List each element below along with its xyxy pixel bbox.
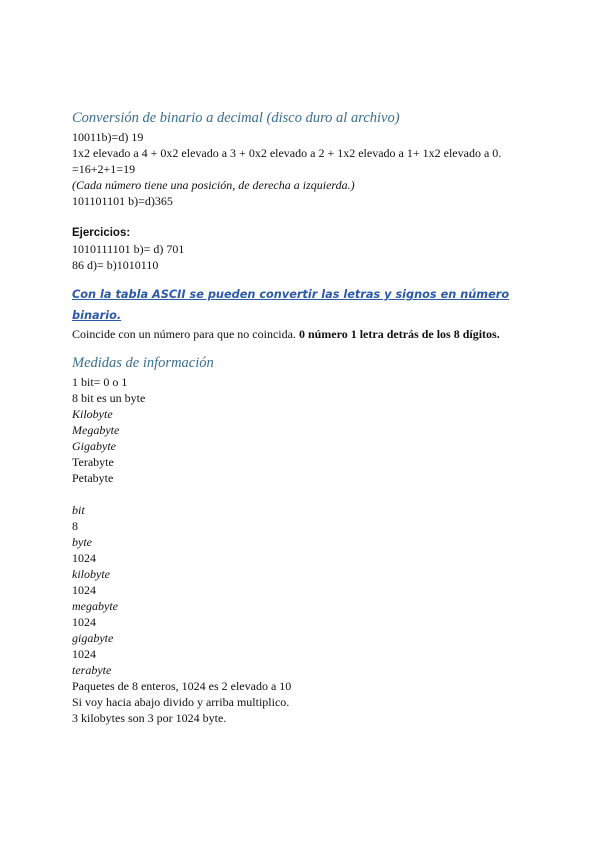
exercise-line: 1010111101 b)= d) 701 — [72, 242, 185, 256]
measures-list — [72, 374, 532, 486]
text-line: 101101101 b)=d)365 — [72, 194, 173, 208]
closing-line: Paquetes de 8 enteros, 1024 es 2 elevado a 10 — [72, 679, 292, 693]
unit-name: byte — [72, 535, 92, 549]
measure-item: Gigabyte — [72, 439, 116, 453]
exercises-heading: Ejercicios: — [72, 227, 131, 239]
unit-name: terabyte — [72, 663, 112, 677]
measure-item: 8 bit es un byte — [72, 391, 146, 405]
ascii-bold-text: 0 número 1 letra detrás de los 8 dígitos. — [298, 327, 500, 341]
exercise-line: 86 d)= b)1010110 — [72, 258, 159, 272]
text-line: =16+2+1=19 — [72, 162, 136, 176]
closing-line: Si voy hacia abajo divido y arriba multiplico. — [72, 695, 290, 709]
units-table — [72, 502, 532, 678]
measure-item: Petabyte — [72, 471, 114, 485]
unit-name: bit — [72, 503, 85, 517]
unit-name: megabyte — [72, 599, 118, 613]
text-line: 1x2 elevado a 4 + 0x2 elevado a 3 + 0x2 elevado a 2 + 1x2 elevado a 1+ 1x2 elevado a 0. — [72, 146, 502, 160]
unit-name: gigabyte — [72, 631, 114, 645]
measure-item: Terabyte — [72, 455, 114, 469]
unit-value: 1024 — [72, 647, 96, 661]
text-line: 10011b)=d) 19 — [72, 130, 144, 144]
unit-value: 1024 — [72, 583, 96, 597]
document-page — [72, 108, 532, 726]
closing-line: 3 kilobytes son 3 por 1024 byte. — [72, 711, 227, 725]
section-title-binary: Conversión de binario a decimal (disco duro al archivo) — [72, 110, 400, 126]
measure-item: 1 bit= 0 o 1 — [72, 375, 128, 389]
measure-item: Megabyte — [72, 423, 120, 437]
unit-value: 1024 — [72, 615, 96, 629]
unit-value: 8 — [72, 519, 78, 533]
unit-value: 1024 — [72, 551, 96, 565]
unit-name: kilobyte — [72, 567, 110, 581]
ascii-text-line — [72, 326, 532, 342]
ascii-text: Coincide con un número para que no coincida. — [72, 327, 296, 341]
note-line: (Cada número tiene una posición, de derecha a izquierda.) — [72, 178, 355, 192]
ascii-link[interactable]: Con la tabla ASCII se pueden convertir las letras y signos en número binario. — [72, 288, 510, 322]
measure-item: Kilobyte — [72, 407, 113, 421]
section-title-measures: Medidas de información — [72, 355, 214, 371]
